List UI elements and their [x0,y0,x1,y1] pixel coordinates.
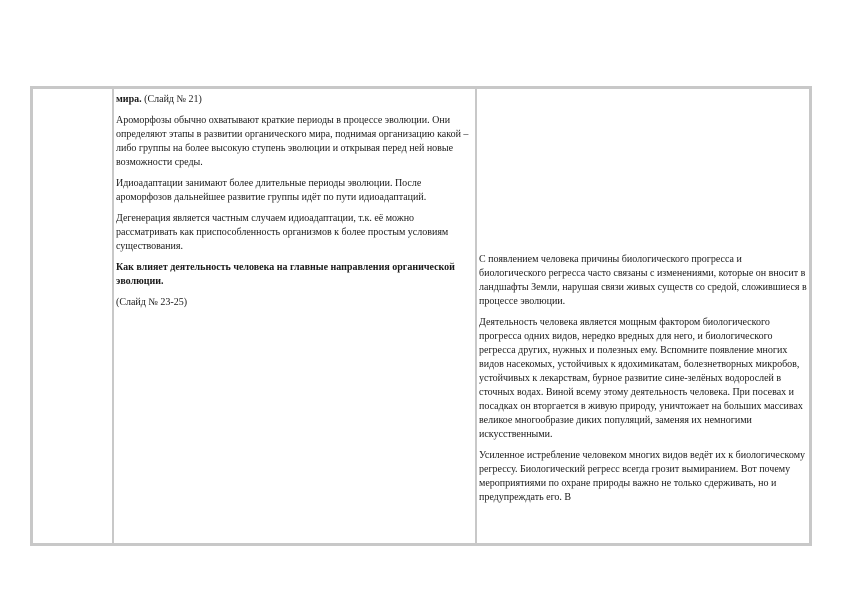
table-cell-explanation [116,93,474,543]
empty-space [479,93,809,253]
paragraph-idioadaptations: Идиоадаптации занимают более длительные периоды эволюции. После ароморфозов дальнейшее развитие группы идёт по пути идиоадаптаций. [116,178,427,203]
table-cell-human-impact [479,93,809,543]
slide-ref-text: (Слайд № 21) [141,94,202,105]
column-divider-2 [475,89,477,543]
question-heading: Как влияет деятельность человека на главные направления органической эволюции. [116,262,455,287]
paragraph-human-causes: С появлением человека причины биологического прогресса и биологического регресса часто связаны с изменениями, которые он вносит в ландшафты Земли, нарушая связи живых существ со средой, сложившиеся в процессе эволюции. [479,254,807,307]
paragraph-degeneration: Дегенерация является частным случаем идиоадаптации, т.к. её можно рассматривать как приспособленность организмов к более простым условиям существования. [116,213,449,252]
column-divider-1 [112,89,114,543]
slide-ref-21 [116,93,474,107]
content-table [30,86,812,546]
paragraph-human-activity: Деятельность человека является мощным фактором биологического прогресса одних видов, нередко вредных для него, и биологического регресса других, нужных и полезных ему. Вспомните появление многих видов насекомых, устойчивых к ядохимикатам, болезнетворных микробов, устойчивых к лекарствам, бурное развитие сине-зелёных водорослей в сточных водах. Виной всему этому деятельность человека. При посевах и посадках он вторгается в живую природу, уничтожает на больших массивах великое многообразие диких популяций, заменяя их немногими искусственными. [479,317,803,440]
slide-ref-23-25: (Слайд № 23-25) [116,297,188,308]
paragraph-extermination: Усиленное истребление человеком многих видов ведёт их к биологическому регрессу. Биологический регресс всегда грозит вымиранием. Вот почему мероприятиями по охране природы важно не только сдерживать, но и предупреждать его. В [479,450,806,503]
bold-word: мира. [116,94,142,105]
paragraph-aromorphoses: Ароморфозы обычно охватывают краткие периоды в процессе эволюции. Они определяют этапы в развитии органического мира, поднимая организацию какой – либо группы на более высокую ступень эволюции и открывая перед ней новые возможности среды. [116,115,469,168]
